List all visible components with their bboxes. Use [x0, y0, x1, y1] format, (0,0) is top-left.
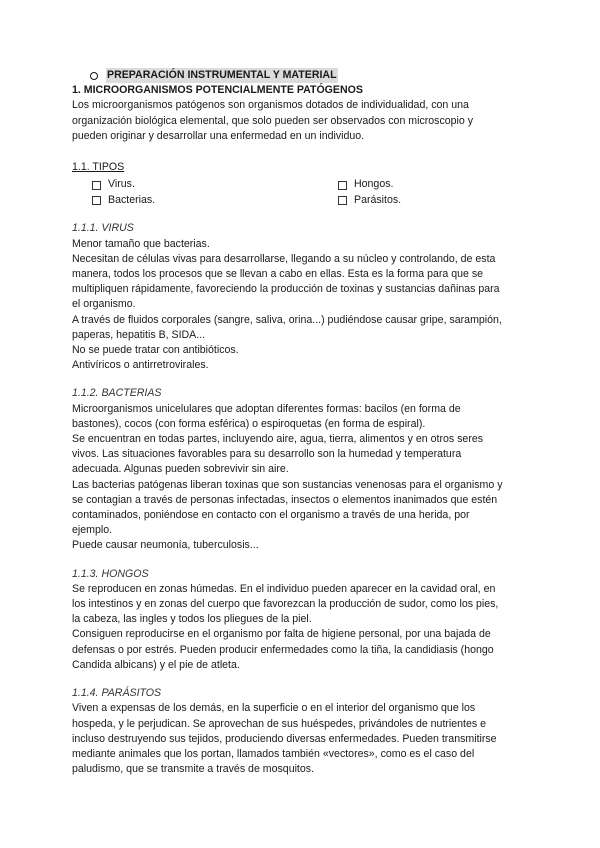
text-line: el organismo. — [72, 298, 136, 311]
text-line: Las bacterias patógenas liberan toxinas que son sustancias venenosas para el organismo y — [72, 478, 503, 491]
text-line: paperas, hepatitis B, SIDA... — [72, 328, 206, 341]
main-heading-text: PREPARACIÓN INSTRUMENTAL Y MATERIAL — [106, 68, 338, 83]
document-page — [72, 68, 532, 777]
text-line: bastones), cocos (con forma esférica) o espiroquetas (en forma de espiral). — [72, 417, 426, 430]
text-line: hospeda, y le perjudican. Se aprovechan de sus huéspedes, privándoles de nutrientes e — [72, 717, 487, 730]
text-line: pueden originar y desarrollar una enfermedad en un individuo. — [72, 129, 365, 142]
text-line: Se reproducen en zonas húmedas. En el individuo pueden aparecer en la cavidad oral, en — [72, 582, 496, 595]
checkbox-icon — [338, 181, 347, 190]
type-label: Hongos. — [354, 178, 394, 191]
text-line: Candida albicans) y el pie de atleta. — [72, 658, 240, 671]
text-line: Se encuentran en todas partes, incluyendo aire, agua, tierra, alimentos y en otros seres — [72, 433, 484, 446]
checkbox-icon — [338, 196, 347, 205]
text-line: contaminados, poniéndose en contacto con el organismo a través de una herida, por — [72, 509, 470, 522]
types-title: 1.1. TIPOS — [72, 161, 125, 174]
checkbox-icon — [92, 181, 101, 190]
text-line: multipliquen rápidamente, favoreciendo la producción de toxinas y sustancias dañinas para — [72, 283, 500, 296]
text-line: ejemplo. — [72, 524, 113, 537]
text-line: manera, todos los procesos que se llevan a cabo en ellas. Esta es la forma para que se — [72, 268, 484, 281]
text-line: A través de fluidos corporales (sangre, saliva, orina...) pudiéndose causar gripe, sarampión, — [72, 313, 502, 326]
text-line: Necesitan de células vivas para desarrollarse, llegando a su núcleo y controlando, de esta — [72, 252, 496, 265]
text-line: incluso destruyendo sus tejidos, produciendo diversas enfermedades. Pueden transmitirse — [72, 732, 497, 745]
type-label: Virus. — [108, 178, 135, 191]
type-item-hongos — [338, 177, 538, 193]
bacterias-title: 1.1.2. BACTERIAS — [72, 387, 162, 400]
text-line: organización biológica elemental, que solo pueden ser observados con microscopio y — [72, 114, 474, 127]
types-list — [92, 177, 532, 208]
section-title: 1. MICROORGANISMOS POTENCIALMENTE PATÓGENOS — [72, 84, 363, 97]
text-line: Consiguen reproducirse en el organismo por falta de higiene personal, por una bajada de — [72, 628, 491, 641]
text-line: mediante animales que los portan, llamados también «vectores», como es el caso del — [72, 747, 475, 760]
text-line: Puede causar neumonía, tuberculosis... — [72, 539, 259, 552]
text-line: No se puede tratar con antibióticos. — [72, 344, 239, 357]
text-line: defensas o por estrés. Pueden producir enfermedades como la tiña, la candidiasis (hongo — [72, 643, 494, 656]
type-label: Parásitos. — [354, 194, 402, 206]
text-line: Microorganismos unicelulares que adoptan diferentes formas: bacilos (en forma de — [72, 402, 461, 415]
type-label: Bacterias. — [108, 194, 156, 206]
hongos-paragraph — [72, 582, 532, 673]
hongos-title: 1.1.3. HONGOS — [72, 567, 149, 580]
text-line: vivos. Las situaciones favorables para su desarrollo son la humedad y temperatura — [72, 448, 462, 461]
parasitos-title: 1.1.4. PARÁSITOS — [72, 687, 162, 700]
text-line: adecuada. Algunas pueden sobrevivir sin aire. — [72, 463, 289, 476]
text-line: Menor tamaño que bacterias. — [72, 237, 210, 250]
text-line: se contagian a través de personas infectadas, insectos o elementos inanimados que estén — [72, 493, 498, 506]
text-line: la cabeza, las ingles y todos los pliegues de la piel. — [72, 613, 312, 626]
text-line: Los microorganismos patógenos son organismos dotados de individualidad, con una — [72, 99, 469, 112]
parasitos-paragraph — [72, 701, 532, 777]
text-line: paludismo, que se transmite a través de mosquitos. — [72, 763, 315, 776]
bacterias-paragraph — [72, 402, 532, 554]
main-heading — [90, 68, 532, 83]
checkbox-icon — [92, 196, 101, 205]
text-line: Antivíricos o antirretrovirales. — [72, 359, 209, 372]
type-item-parasitos — [338, 193, 538, 209]
virus-title: 1.1.1. VIRUS — [72, 222, 134, 235]
circle-bullet-icon — [90, 72, 98, 80]
type-item-virus — [92, 177, 338, 193]
text-line: los intestinos y en zonas del cuerpo que favorezcan la producción de sudor, como los pies, — [72, 598, 499, 611]
virus-paragraph — [72, 237, 532, 374]
text-line: Viven a expensas de los demás, en la superficie o en el interior del organismo que los — [72, 702, 476, 715]
type-item-bacterias — [92, 193, 338, 209]
intro-paragraph — [72, 98, 532, 144]
